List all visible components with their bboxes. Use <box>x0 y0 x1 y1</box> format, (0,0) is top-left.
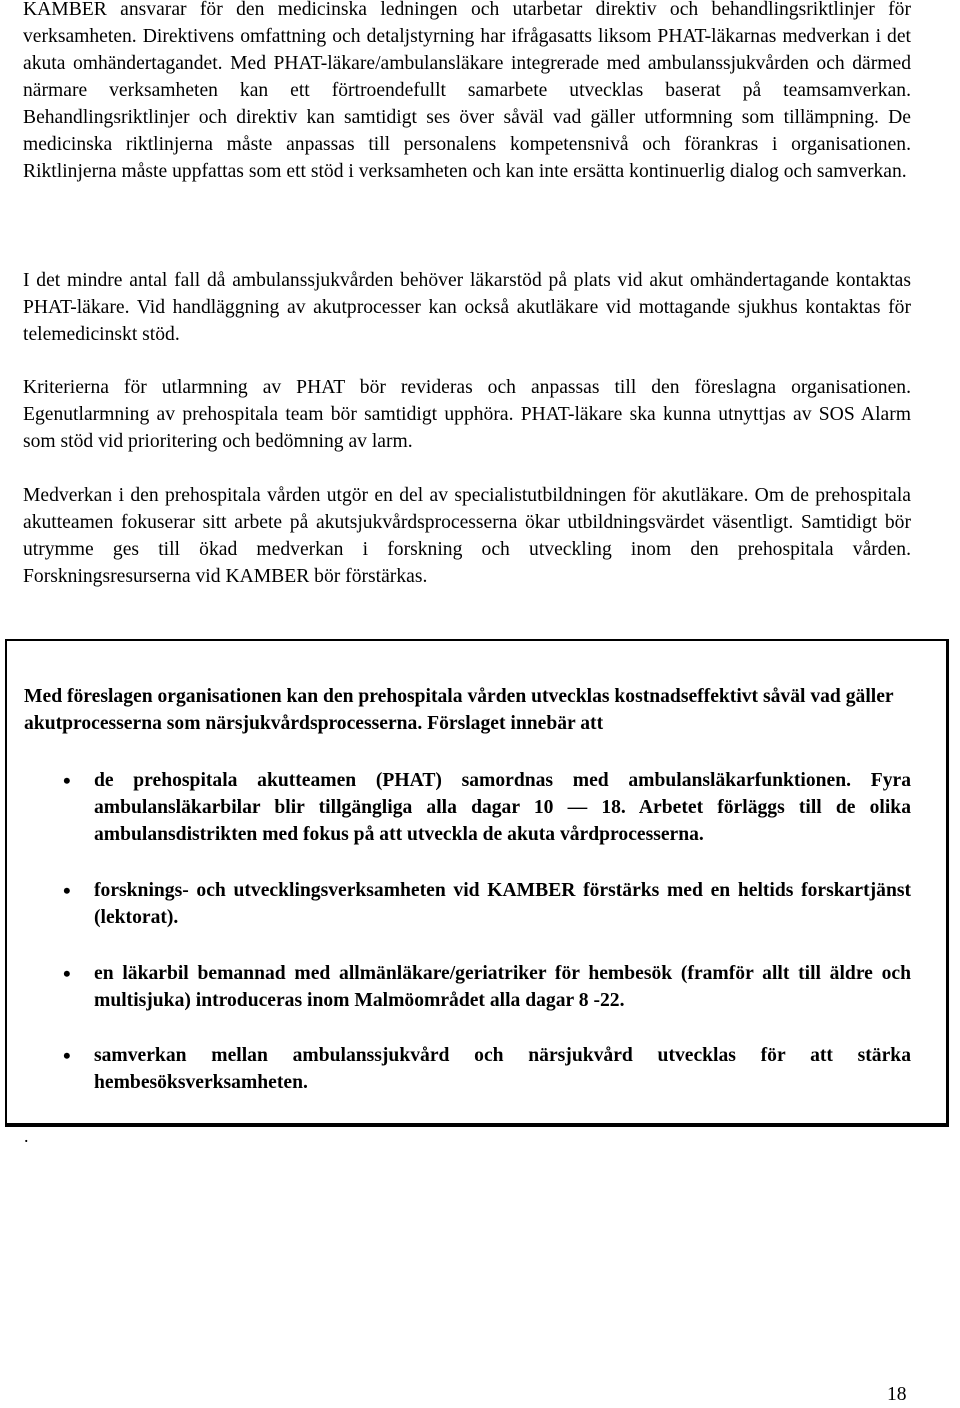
list-item-text: de prehospitala akutteamen (PHAT) samordnas med ambulansläkarfunktionen. Fyra ambulansläkarbilar blir tillgängliga alla dagar 10 — 18. Arbetet förläggs till de olika ambulansdistrikten med fokus på att utveckla de akuta vårdprocesserna. <box>94 770 911 845</box>
list-item-text: forsknings- och utvecklingsverksamheten vid KAMBER förstärks med en heltids forskartjänst (lektorat). <box>94 880 911 928</box>
page-number: 18 <box>887 1384 907 1405</box>
bullet-icon: • <box>63 1043 71 1068</box>
bullet-icon: • <box>63 768 71 793</box>
body-paragraph-1: KAMBER ansvarar för den medicinska ledningen och utarbetar direktiv och behandlingsriktlinjer för verksamheten. Direktivens omfattning och detaljstyrning har ifrågasatts liksom PHAT-läkarnas medverkan i det akuta omhändertagandet. Med PHAT-läkare/ambulansläkare integrerade med ambulanssjukvården och därmed närmare verksamheten kan ett förtroendefullt samarbete utvecklas baserat på teamsamverkan. Behandlingsriktlinjer och direktiv kan samtidigt ses över såväl vad gäller utformning som tillämpning. De medicinska riktlinjerna måste anpassas till personalens kompetensnivå och förankras i organisationen. Riktlinjerna måste uppfattas som ett stöd i verksamheten och kan inte ersätta kontinuerlig dialog och samverkan. <box>23 0 911 182</box>
summary-box <box>5 639 949 1127</box>
list-item-text: samverkan mellan ambulanssjukvård och närsjukvård utvecklas för att stärka hembesöksverksamheten. <box>94 1045 911 1093</box>
summary-intro: Med föreslagen organisationen kan den prehospitala vården utvecklas kostnadseffektivt såväl vad gäller akutprocesserna som närsjukvårdsprocesserna. Förslaget innebär att <box>24 686 894 734</box>
bullet-icon: • <box>63 878 71 903</box>
body-paragraph-2: I det mindre antal fall då ambulanssjukvården behöver läkarstöd på plats vid akut omhändertagande kontaktas PHAT-läkare. Vid handläggning av akutprocesser kan också akutläkare vid mottagande sjukhus kontaktas för telemedicinskt stöd. <box>23 270 911 345</box>
bullet-icon: • <box>63 961 71 986</box>
body-paragraph-3: Kriterierna för utlarmning av PHAT bör revideras och anpassas till den föreslagna organisationen. Egenutlarmning av prehospitala team bör samtidigt upphöra. PHAT-läkare ska kunna utnyttjas av SOS Alarm som stöd vid prioritering och bedömning av larm. <box>23 377 911 452</box>
list-item-text: en läkarbil bemannad med allmänläkare/geriatriker för hembesök (framför allt till äldre och multisjuka) introduceras inom Malmöområdet alla dagar 8 -22. <box>94 963 911 1011</box>
stray-period: . <box>24 1126 29 1146</box>
body-paragraph-4: Medverkan i den prehospitala vården utgör en del av specialistutbildningen för akutläkare. Om de prehospitala akutteamen fokuserar sitt arbete på akutsjukvårdsprocesserna ökar utbildningsvärdet väsentligt. Samtidigt bör utrymme ges till ökad medverkan i forskning och utveckling inom den prehospitala vården. Forskningsresurserna vid KAMBER bör förstärkas. <box>23 485 911 587</box>
